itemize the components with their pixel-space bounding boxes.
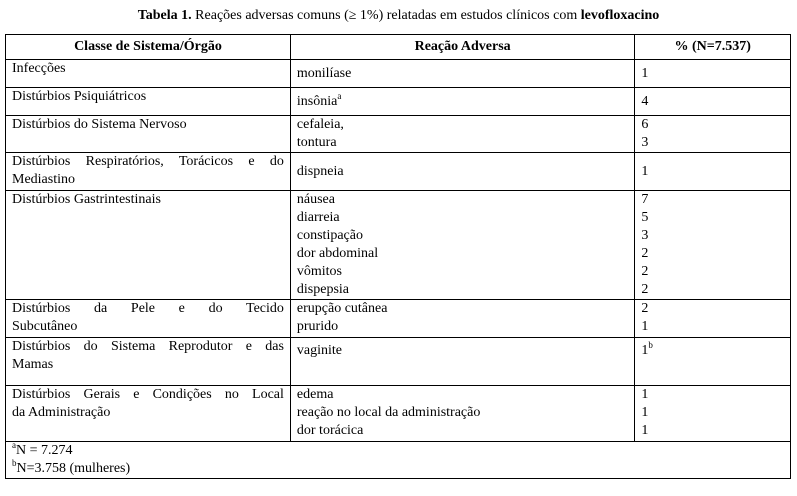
header-system-organ-class: Classe de Sistema/Órgão xyxy=(6,35,291,60)
reaction-item: cefaleia, xyxy=(296,117,344,132)
reaction-item: constipação xyxy=(296,228,363,243)
reaction-cell xyxy=(290,386,635,442)
footnote-marker: b xyxy=(648,340,653,350)
class-line: Distúrbios do Sistema Reprodutor e das xyxy=(12,339,284,354)
percent-value: 3 xyxy=(641,228,649,243)
class-line: Distúrbios da Pele e do Tecido xyxy=(12,301,284,316)
reaction-item: dispepsia xyxy=(296,282,349,297)
percent-value: 1 xyxy=(641,65,649,81)
reaction-item: dor torácica xyxy=(296,423,364,438)
reaction-cell xyxy=(290,60,635,88)
header-row xyxy=(6,35,791,60)
reaction-item: erupção cutânea xyxy=(296,301,388,316)
percent-value: 2 xyxy=(641,246,649,261)
reaction-cell xyxy=(290,338,635,386)
reaction-item: prurido xyxy=(296,319,339,334)
percent-value: 2 xyxy=(641,282,649,297)
percent-value: 1 xyxy=(641,423,649,438)
percent-value: 1 xyxy=(641,163,649,179)
reaction-item: dor abdominal xyxy=(296,246,379,261)
footnote-text: N = 7.274 xyxy=(16,443,73,458)
reaction-cell xyxy=(290,191,635,300)
reaction-cell xyxy=(290,153,635,191)
percent-value: 7 xyxy=(641,192,649,207)
percent-value: 5 xyxy=(641,210,649,225)
percent-cell xyxy=(635,338,791,386)
reaction-item: reação no local da administração xyxy=(296,405,481,420)
system-organ-class-cell xyxy=(6,153,291,191)
system-organ-class-cell xyxy=(6,386,291,442)
reaction-cell xyxy=(290,300,635,338)
percent-cell xyxy=(635,386,791,442)
table-row xyxy=(6,191,791,300)
footnote-text: N=3.758 (mulheres) xyxy=(16,461,131,476)
caption-drug-name: levofloxacino xyxy=(580,8,660,23)
percent-cell xyxy=(635,153,791,191)
table-caption xyxy=(0,7,797,25)
reaction-item: edema xyxy=(296,387,334,402)
percent-cell xyxy=(635,191,791,300)
percent-value: 2 xyxy=(641,301,649,316)
class-line: Subcutâneo xyxy=(12,319,78,334)
reaction-item: insônia xyxy=(296,93,338,109)
percent-value: 1 xyxy=(641,405,649,420)
reaction-item: náusea xyxy=(296,192,335,207)
table-row xyxy=(6,386,791,442)
footnotes-cell xyxy=(6,442,791,479)
percent-value: 1 xyxy=(641,343,649,358)
class-line: Distúrbios Gerais e Condições no Local xyxy=(12,387,284,402)
percent-value: 1 xyxy=(641,387,649,402)
reaction-item: tontura xyxy=(296,135,337,150)
class-line: Mediastino xyxy=(12,172,75,187)
reaction-cell xyxy=(290,116,635,153)
table-row xyxy=(6,338,791,386)
footnote xyxy=(12,442,784,460)
class-line: Mamas xyxy=(12,357,54,372)
system-organ-class-cell: Distúrbios Psiquiátricos xyxy=(6,88,291,116)
table-row xyxy=(6,116,791,153)
percent-value: 4 xyxy=(641,93,649,109)
percent-value: 1 xyxy=(641,319,649,334)
system-organ-class-cell: Infecções xyxy=(6,60,291,88)
reaction-item: monilíase xyxy=(296,65,352,81)
reaction-item: dispneia xyxy=(296,163,344,179)
class-line: Distúrbios Respiratórios, Torácicos e do xyxy=(12,154,284,169)
system-organ-class-cell: Distúrbios Gastrintestinais xyxy=(6,191,291,300)
table-row xyxy=(6,88,791,116)
percent-value: 3 xyxy=(641,135,649,150)
footnote-marker: b xyxy=(12,458,17,468)
reaction-cell xyxy=(290,88,635,116)
caption-text: Reações adversas comuns (≥ 1%) relatadas em estudos clínicos com xyxy=(191,8,581,23)
table-row xyxy=(6,153,791,191)
reaction-item: vaginite xyxy=(296,343,342,358)
table-row xyxy=(6,60,791,88)
percent-value: 2 xyxy=(641,264,649,279)
caption-label: Tabela 1. xyxy=(137,8,192,23)
adverse-reactions-table xyxy=(5,34,791,479)
table-row xyxy=(6,300,791,338)
percent-cell xyxy=(635,116,791,153)
header-percent: % (N=7.537) xyxy=(635,35,791,60)
system-organ-class-cell: Distúrbios do Sistema Nervoso xyxy=(6,116,291,153)
class-line: da Administração xyxy=(12,405,111,420)
footnote-marker: a xyxy=(337,90,342,101)
footnote xyxy=(12,460,784,478)
footnote-row xyxy=(6,442,791,479)
system-organ-class-cell xyxy=(6,300,291,338)
footnote-marker: a xyxy=(12,440,16,450)
system-organ-class-cell xyxy=(6,338,291,386)
percent-value: 6 xyxy=(641,117,649,132)
header-adverse-reaction: Reação Adversa xyxy=(290,35,635,60)
percent-cell xyxy=(635,300,791,338)
percent-cell xyxy=(635,60,791,88)
percent-cell xyxy=(635,88,791,116)
reaction-item: diarreia xyxy=(296,210,340,225)
reaction-item: vômitos xyxy=(296,264,343,279)
